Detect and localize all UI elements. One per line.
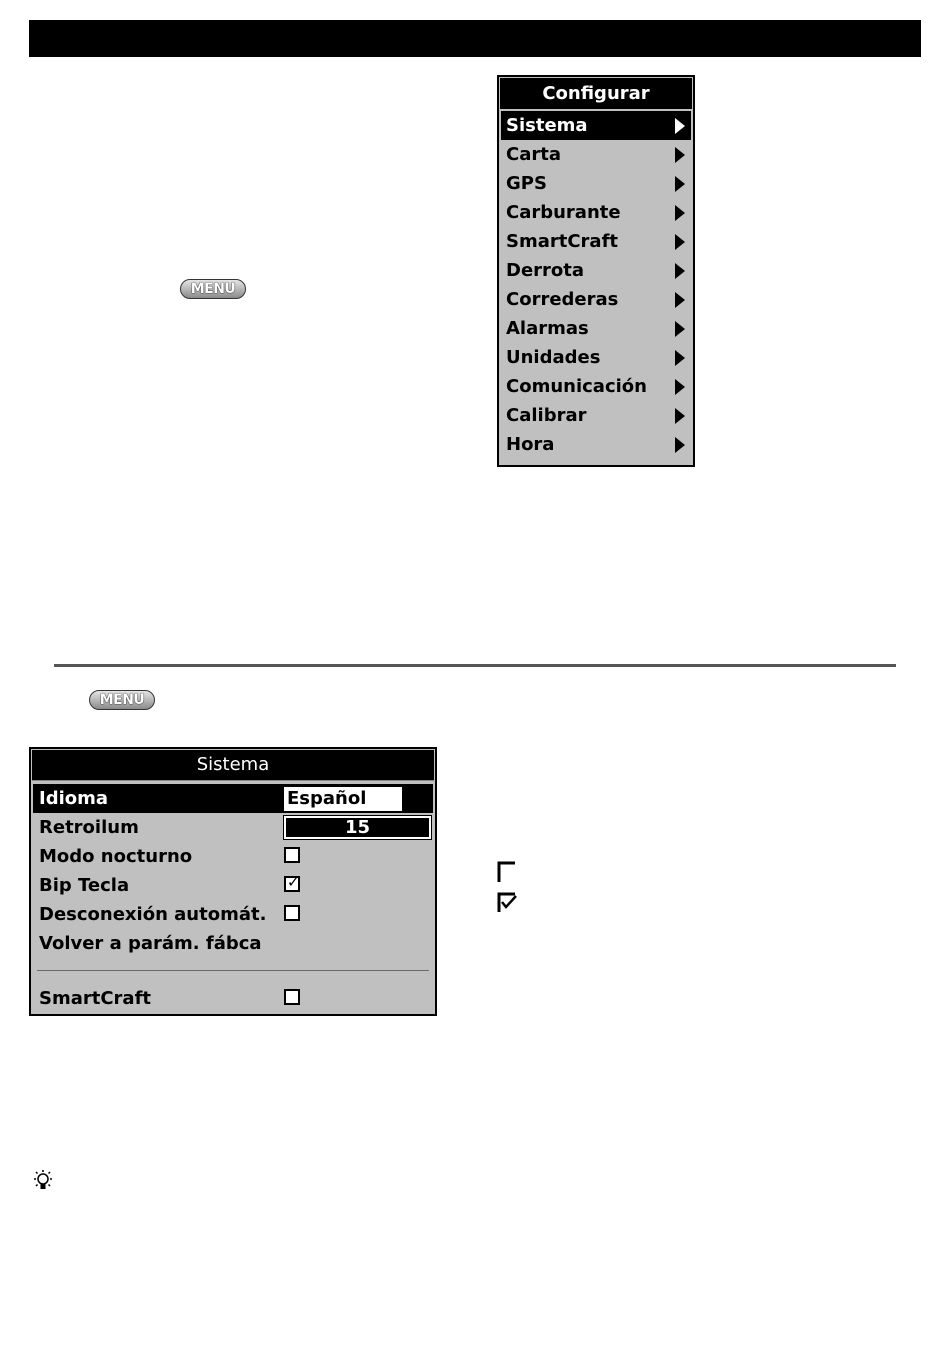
submenu-arrow-icon bbox=[675, 263, 685, 279]
submenu-arrow-icon bbox=[675, 118, 685, 134]
menu-key-icon: MENU bbox=[180, 279, 246, 299]
menu-item-comunicacion[interactable] bbox=[501, 372, 691, 401]
sistema-menu-panel bbox=[29, 747, 437, 1016]
menu-key-icon: MENU bbox=[89, 690, 155, 710]
modo-nocturno-checkbox[interactable] bbox=[284, 847, 300, 863]
checkmark-icon: ✓ bbox=[287, 873, 300, 891]
smartcraft-row[interactable] bbox=[33, 984, 433, 1013]
retroilum-label: Retroilum bbox=[39, 817, 139, 838]
configurar-menu-panel bbox=[497, 75, 695, 467]
menu-item-correderas[interactable] bbox=[501, 285, 691, 314]
menu-item-label: Carburante bbox=[506, 202, 621, 223]
checkbox-checked-icon bbox=[497, 892, 519, 914]
menu-item-label: GPS bbox=[506, 173, 547, 194]
menu-item-smartcraft[interactable] bbox=[501, 227, 691, 256]
menu-item-label: SmartCraft bbox=[506, 231, 619, 252]
menu-item-label: Hora bbox=[506, 434, 555, 455]
smartcraft-label: SmartCraft bbox=[39, 988, 152, 1009]
menu-item-label: Comunicación bbox=[506, 376, 647, 397]
menu-item-carburante[interactable] bbox=[501, 198, 691, 227]
menu-item-gps[interactable] bbox=[501, 169, 691, 198]
submenu-arrow-icon bbox=[675, 292, 685, 308]
submenu-arrow-icon bbox=[675, 350, 685, 366]
menu-item-label: Unidades bbox=[506, 347, 601, 368]
desconexion-label: Desconexión automát. bbox=[39, 904, 267, 925]
submenu-arrow-icon bbox=[675, 176, 685, 192]
lightbulb-tip-icon bbox=[30, 1169, 56, 1193]
sistema-menu-title: Sistema bbox=[32, 750, 434, 781]
menu-item-label: Alarmas bbox=[506, 318, 589, 339]
bip-tecla-row[interactable] bbox=[33, 871, 433, 900]
volver-row[interactable] bbox=[33, 929, 433, 958]
smartcraft-checkbox[interactable] bbox=[284, 989, 300, 1005]
checkbox-unchecked-icon bbox=[497, 861, 517, 883]
submenu-arrow-icon bbox=[675, 379, 685, 395]
menu-item-calibrar[interactable] bbox=[501, 401, 691, 430]
menu-item-carta[interactable] bbox=[501, 140, 691, 169]
menu-item-label: Correderas bbox=[506, 289, 619, 310]
menu-item-derrota[interactable] bbox=[501, 256, 691, 285]
submenu-arrow-icon bbox=[675, 205, 685, 221]
submenu-arrow-icon bbox=[675, 321, 685, 337]
menu-item-alarmas[interactable] bbox=[501, 314, 691, 343]
bip-tecla-checkbox[interactable] bbox=[284, 873, 300, 892]
menu-item-label: Calibrar bbox=[506, 405, 587, 426]
submenu-arrow-icon bbox=[675, 147, 685, 163]
idioma-value[interactable]: Español bbox=[284, 787, 402, 811]
section-divider bbox=[54, 664, 896, 667]
volver-label: Volver a parám. fábca bbox=[39, 933, 262, 954]
menu-item-unidades[interactable] bbox=[501, 343, 691, 372]
modo-nocturno-row[interactable] bbox=[33, 842, 433, 871]
menu-item-sistema[interactable] bbox=[501, 111, 691, 140]
retroilum-row[interactable] bbox=[33, 813, 433, 842]
modo-nocturno-label: Modo nocturno bbox=[39, 846, 193, 867]
retroilum-slider[interactable]: 15 bbox=[284, 816, 431, 839]
menu-item-label: Carta bbox=[506, 144, 561, 165]
submenu-arrow-icon bbox=[675, 437, 685, 453]
desconexion-checkbox[interactable] bbox=[284, 905, 300, 921]
menu-item-label: Sistema bbox=[506, 115, 588, 136]
submenu-arrow-icon bbox=[675, 234, 685, 250]
idioma-row[interactable] bbox=[33, 784, 433, 813]
bip-tecla-label: Bip Tecla bbox=[39, 875, 130, 896]
submenu-arrow-icon bbox=[675, 408, 685, 424]
configurar-menu-title: Configurar bbox=[500, 78, 692, 109]
header-bar bbox=[29, 20, 921, 57]
desconexion-row[interactable] bbox=[33, 900, 433, 929]
menu-item-hora[interactable] bbox=[501, 430, 691, 459]
menu-item-label: Derrota bbox=[506, 260, 585, 281]
idioma-label: Idioma bbox=[39, 788, 109, 809]
